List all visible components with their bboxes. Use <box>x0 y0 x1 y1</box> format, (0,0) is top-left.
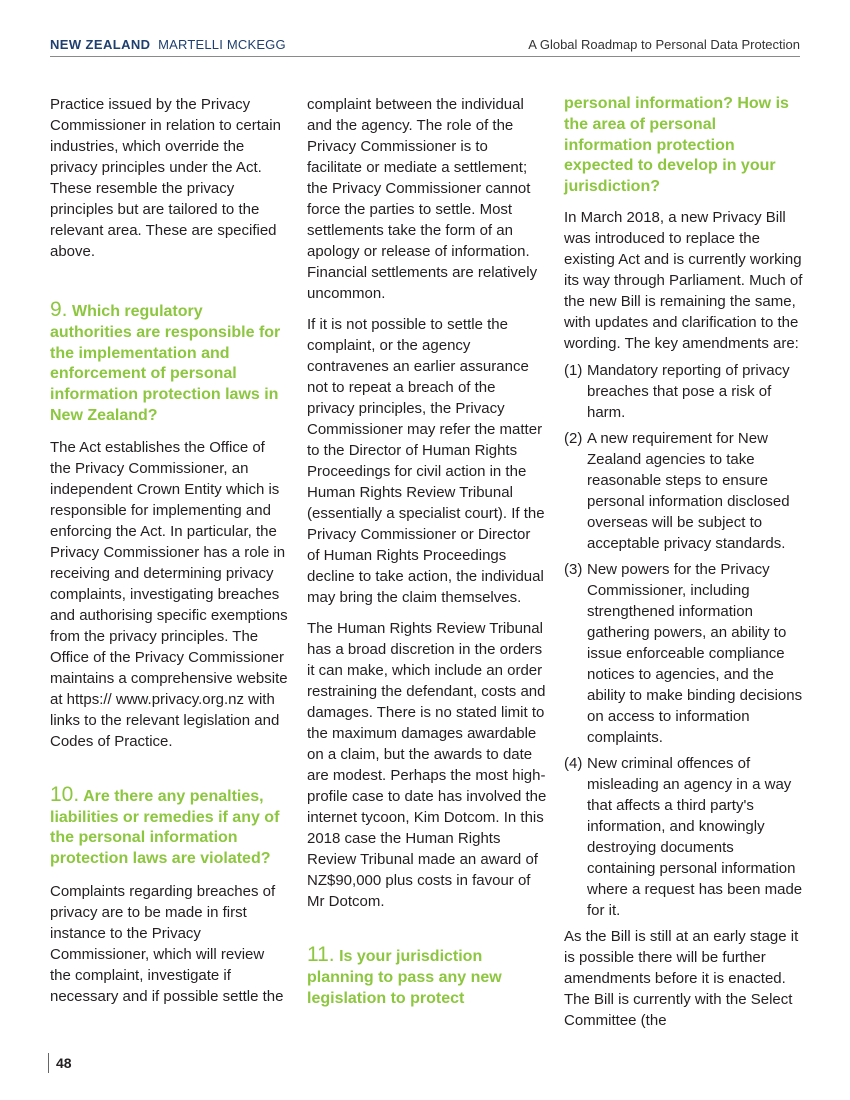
question-11-number: 11. <box>307 943 335 966</box>
amendment-marker: (2) <box>564 429 583 447</box>
paragraph-tribunal-referral: If it is not possible to settle the complaint, or the agency contravenes an earlier assurance not to repeat a breach of the privacy principles, the Privacy Commissioner may refer the matter to the Director of Human Rights Proceedings for civil action in the Human Rights Review Tribunal (essentially a specialist court). If the Privacy Commissioner or Director of Human Rights Proceedings decline to take action, the individual may bring the claim themselves. <box>307 316 545 606</box>
amendment-marker: (1) <box>564 361 583 379</box>
column-left <box>50 94 288 1007</box>
paragraph-q10-answer: Complaints regarding breaches of privacy are to be made in first instance to the Privacy Commissioner, which will review the complaint, investigate if necessary and if possible settle the <box>50 882 284 1005</box>
header-firm: MARTELLI MCKEGG <box>158 37 286 52</box>
question-9-text: Which regulatory authorities are responsible for the implementation and enforcement of personal information protection laws in New Zealand? <box>50 303 281 424</box>
amendment-text: A new requirement for New Zealand agencies to take reasonable steps to ensure personal information disclosed overseas will be subject to acceptable privacy standards. <box>587 429 790 552</box>
question-9-heading <box>50 300 288 427</box>
paragraph-settlement: complaint between the individual and the agency. The role of the Privacy Commissioner is to facilitate or mediate a settlement; the Privacy Commissioner cannot force the parties to settle. Most settlements take the form of an apology or release of information. Financial settlements are relatively uncommon. <box>307 96 538 302</box>
question-11-heading-continued: personal information? How is the area of personal information protection expected to develop in your jurisdiction? <box>564 95 789 196</box>
column-middle <box>307 94 547 1009</box>
column-right <box>564 94 804 1031</box>
amendment-marker: (3) <box>564 560 583 578</box>
paragraph-tribunal-orders: The Human Rights Review Tribunal has a broad discretion in the orders it can make, which include an order restraining the defendant, costs and damages. There is no stated limit to the maximum damages awardable on a claim, but the awards to date are modest. Perhaps the most high-profile case to date has involved the internet tycoon, Kim Dotcom. In this 2018 case the Human Rights Review Tribunal made an award of NZ$90,000 plus costs in favour of Mr Dotcom. <box>307 620 547 910</box>
amendment-text: New criminal offences of misleading an agency in a way that affects a third party's information, and knowingly destroying documents containing personal information where a request has been made for it. <box>587 754 803 919</box>
paragraph-q9-answer: The Act establishes the Office of the Privacy Commissioner, an independent Crown Entity which is responsible for implementing and enforcing the Act. In particular, the Privacy Commissioner has a role in receiving and determining privacy complaints, investigating breaches and authorising specific exemptions from the privacy principles. The Office of the Privacy Commissioner maintains a comprehensive website at https:// www.privacy.org.nz with links to the relevant legislation and Codes of Practice. <box>50 438 288 750</box>
question-10-heading <box>50 782 288 870</box>
amendments-list <box>564 360 804 921</box>
amendment-marker: (4) <box>564 754 583 772</box>
question-11-text: Is your jurisdiction planning to pass any new legislation to protect <box>307 948 502 1007</box>
question-11-heading <box>307 945 547 1009</box>
question-10-text: Are there any penalties, liabilities or remedies if any of the personal information protection laws are violated? <box>50 787 280 868</box>
page-header <box>50 36 800 57</box>
paragraph-privacy-bill: In March 2018, a new Privacy Bill was introduced to replace the existing Act and is currently working its way through Parliament. Much of the new Bill is remaining the same, with updates and clarification to the wording. The key amendments are: <box>564 208 803 352</box>
amendment-text: New powers for the Privacy Commissioner, including strengthened information gathering powers, an ability to issue enforceable compliance notices to agencies, and the ability to make binding decisions on access to information complaints. <box>587 560 803 746</box>
amendment-text: Mandatory reporting of privacy breaches that pose a risk of harm. <box>587 361 790 421</box>
header-country: NEW ZEALAND <box>50 37 151 52</box>
amendment-item <box>564 360 804 423</box>
question-9-number: 9. <box>50 298 68 321</box>
amendment-item <box>564 428 804 554</box>
page-number: 48 <box>48 1053 72 1073</box>
header-publication-title: A Global Roadmap to Personal Data Protection <box>528 37 800 52</box>
question-10-number: 10. <box>50 782 80 806</box>
paragraph-bill-status: As the Bill is still at an early stage it is possible there will be further amendments before it is enacted. The Bill is currently with the Select Committee (the <box>564 927 799 1029</box>
paragraph-intro: Practice issued by the Privacy Commissioner in relation to certain industries, which override the privacy principles under the Act. These resemble the privacy principles but are tailored to the relevant area. These are specified above. <box>50 96 281 260</box>
amendment-item <box>564 753 804 921</box>
amendment-item <box>564 559 804 748</box>
